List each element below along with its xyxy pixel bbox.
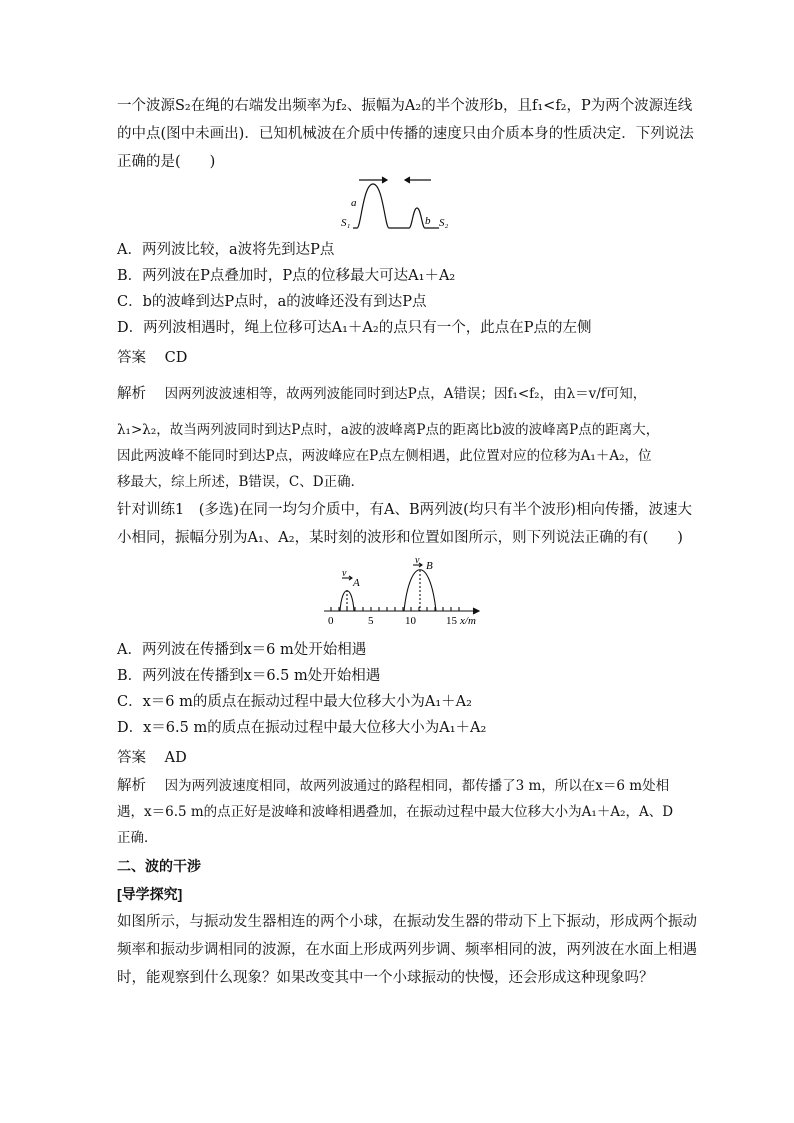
velocity-b-label: v xyxy=(415,556,420,566)
q2-option-b: B．两列波在传播到x＝6.5 m处开始相遇 xyxy=(117,668,381,684)
tick-label-15: 15 xyxy=(446,615,457,627)
arrow-right-head xyxy=(382,177,387,183)
q1-analysis-4: 移最大，综上所述，B错误，C、D正确． xyxy=(117,474,365,490)
q1-analysis-1 xyxy=(117,384,646,404)
figure-rope-waves xyxy=(335,174,460,234)
q1-line-3: 正确的是( ) xyxy=(117,154,216,170)
section-title: 二、波的干涉 xyxy=(117,858,201,874)
q1-option-b: B．两列波在P点叠加时，P点的位移最大可达A₁＋A₂ xyxy=(117,268,456,284)
wave-a-label: A xyxy=(353,577,360,589)
analysis-text: 因两列波波速相等，故两列波能同时到达P点，A错误；因f₁<f₂，由λ＝v/f可知， xyxy=(164,386,647,402)
q2-analysis-3: 正确． xyxy=(117,830,158,846)
q2-line-2: 小相同，振幅分别为A₁、A₂，某时刻的波形和位置如图所示，则下列说法正确的有( ) xyxy=(117,530,683,546)
arrow-left-head xyxy=(405,177,410,183)
label-b: b xyxy=(425,215,431,227)
q1-line-1: 一个波源S₂在绳的右端发出频率为f₂、振幅为A₂的半个波形b，且f₁<f₂，P为两个波源连线 xyxy=(117,98,693,114)
x-axis-arrow xyxy=(473,608,479,614)
answer-value: CD xyxy=(164,350,188,366)
section-text-2: 频率和振动步调相同的波源，在水面上形成两列步调、频率相同的波，两列波在水面上相遇 xyxy=(117,942,697,958)
q2-analysis-1 xyxy=(117,776,669,796)
axis-label: x/m xyxy=(460,615,476,627)
tick-label-10: 10 xyxy=(405,615,416,627)
q2-option-c: C．x＝6 m的质点在振动过程中最大位移大小为A₁＋A₂ xyxy=(117,694,472,710)
analysis-label: 解析 xyxy=(117,386,146,402)
q1-analysis-3: 因此两波峰不能同时到达P点，两波峰应在P点左侧相遇，此位置对应的位移为A₁＋A₂，位 xyxy=(117,448,652,464)
analysis-text: 因为两列波速度相同，故两列波通过的路程相同，都传播了3 m，所以在x＝6 m处相 xyxy=(164,778,670,794)
figure-pulse-waves xyxy=(318,556,488,632)
q1-answer xyxy=(117,348,187,368)
tick-label-0: 0 xyxy=(328,615,334,627)
label-s2: S₂ xyxy=(439,217,449,229)
analysis-label: 解析 xyxy=(117,778,146,794)
q2-option-a: A．两列波在传播到x＝6 m处开始相遇 xyxy=(117,642,367,658)
section-subtitle: [导学探究] xyxy=(117,886,183,902)
section-text-3: 时，能观察到什么现象？如果改变其中一个小球振动的快慢，还会形成这种现象吗？ xyxy=(117,970,654,986)
section-text-1: 如图所示，与振动发生器相连的两个小球，在振动发生器的带动下上下振动，形成两个振动 xyxy=(117,914,697,930)
axis-ticks xyxy=(331,607,459,611)
tick-label-5: 5 xyxy=(368,615,374,627)
q1-option-d: D．两列波相遇时，绳上位移可达A₁＋A₂的点只有一个，此点在P点的左侧 xyxy=(117,320,592,336)
q1-line-2: 的中点(图中未画出)．已知机械波在介质中传播的速度只由介质本身的性质决定．下列说法 xyxy=(117,126,694,142)
q1-option-c: C．b的波峰到达P点时，a的波峰还没有到达P点 xyxy=(117,294,427,310)
label-a: a xyxy=(351,197,357,209)
label-s1: S₁ xyxy=(341,217,351,229)
q2-analysis-2: 遇，x＝6.5 m的点正好是波峰和波峰相遇叠加，在振动过程中最大位移大小为A₁＋A₂，A、D xyxy=(117,804,674,820)
q2-line-1: 针对训练1 (多选)在同一均匀介质中，有A、B两列波(均只有半个波形)相向传播，波速大 xyxy=(117,502,692,518)
answer-value: AD xyxy=(164,750,187,766)
q2-answer xyxy=(117,748,187,768)
q1-option-a: A．两列波比较，a波将先到达P点 xyxy=(117,242,335,258)
q1-analysis-2: λ₁>λ₂，故当两列波同时到达P点时，a波的波峰离P点的距离比b波的波峰离P点的距离大， xyxy=(117,422,660,438)
velocity-a-label: v xyxy=(342,568,347,579)
wave-b-label: B xyxy=(426,560,433,572)
answer-label: 答案 xyxy=(117,750,146,766)
answer-label: 答案 xyxy=(117,350,146,366)
q2-option-d: D．x＝6.5 m的质点在振动过程中最大位移大小为A₁＋A₂ xyxy=(117,720,487,736)
